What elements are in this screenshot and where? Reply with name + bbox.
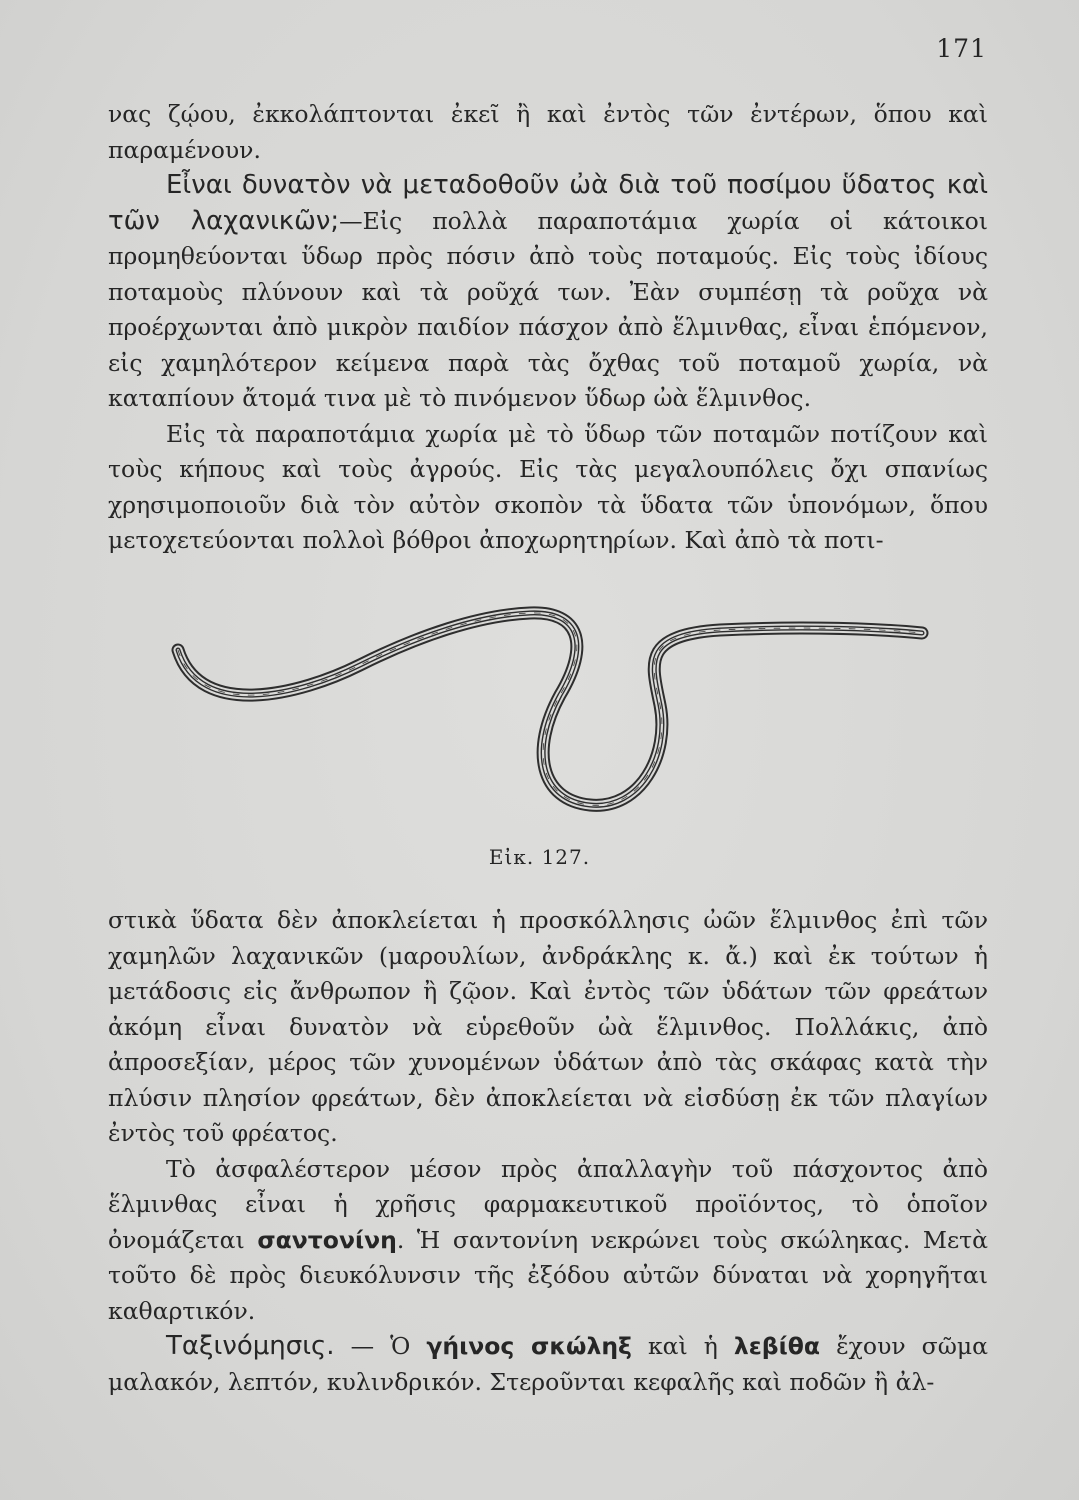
question-answer: —Εἰς πολλὰ παραποτάμια χωρία οἱ κάτοικοι προμηθεύονται ὕδωρ πρὸς πόσιν ἀπὸ τοὺς ποταμούς. Εἰς τοὺς ἰδίους ποταμοὺς πλύνουν καὶ τὰ ροῦχά των. Ἐὰν συμπέσῃ τὰ ροῦχα νὰ προέρχωνται ἀπὸ μικρὸν παιδίον πάσχον ἀπὸ ἕλμινθας, εἶναι ἑπόμενον, εἰς χαμηλότερον κείμενα παρὰ τὰς ὄχθας τοῦ ποταμοῦ χωρία, νὰ καταπίουν ἄτομά τινα μὲ τὸ πινόμενον ὕδωρ ὠὰ ἕλμινθος.: [108, 206, 988, 412]
page-number: 171: [936, 34, 987, 63]
paragraph-treatment: [108, 1152, 988, 1330]
paragraph-irrigation: Εἰς τὰ παραποτάμια χωρία μὲ τὸ ὕδωρ τῶν ποταμῶν ποτίζουν καὶ τοὺς κήπους καὶ τοὺς ἀγρούς. Εἰς τὰς μεγαλουπόλεις ὄχι σπανίως χρησιμοποιοῦν διὰ τὸν αὐτὸν σκοπὸν τὰ ὕδατα τῶν ὑπονόμων, ὅπου μετοχετεύονται πολλοὶ βόθροι ἀποχωρητηρίων. Καὶ ἀπὸ τὰ ποτι-: [108, 419, 988, 554]
paragraph-question: [108, 168, 988, 417]
classification-dash: —: [334, 1332, 391, 1360]
classification-text: ἔχουν σῶμα μαλακόν, λεπτόν, κυλινδρικόν. Στεροῦνται κεφαλῆς καὶ ποδῶν ἢ ἀλ-: [108, 1332, 988, 1396]
paragraph-classification: [108, 1329, 988, 1400]
term-earthworm: γήινος σκώληξ: [426, 1332, 632, 1360]
treatment-text-rest: . Ἡ σαντονίνη νεκρώνει τοὺς σκώληκας. Μετὰ τοῦτο δὲ πρὸς διευκόλυνσιν τῆς ἐξόδου αὐτῶν δύναται νὰ χορηγῆται καθαρτικόν.: [108, 1225, 988, 1325]
text-block-top: [108, 97, 988, 559]
roundworm-illustration-icon: [160, 585, 940, 830]
paragraph-vegetables: στικὰ ὕδατα δὲν ἀποκλείεται ἡ προσκόλλησις ὠῶν ἕλμινθος ἐπὶ τῶν χαμηλῶν λαχανικῶν (μαρουλίων, ἀνδράκλης κ. ἄ.) καὶ ἐκ τούτων ἡ μετάδοσις εἰς ἄνθρωπον ἢ ζῷον. Καὶ ἐντὸς τῶν ὑδάτων τῶν φρεάτων ἀκόμη εἶναι δυνατὸν νὰ εὑρεθοῦν ὠὰ ἕλμινθος. Πολλάκις, ἀπὸ ἀπροσεξίαν, μέρος τῶν χυνομένων ὑδάτων ἀπὸ τὰς σκάφας κατὰ τὴν πλύσιν πλησίον φρεάτων, δὲν ἀποκλείεται νὰ εἰσδύσῃ ἐκ τῶν πλαγίων ἐντὸς τοῦ φρέατος.: [108, 906, 988, 1147]
paragraph-continuation: νας ζῴου, ἐκκολάπτονται ἐκεῖ ἢ καὶ ἐντὸς τῶν ἐντέρων, ὅπου καὶ παραμένουν.: [108, 100, 988, 164]
classification-article: Ὁ: [390, 1332, 427, 1360]
term-santonin: σαντονίνη: [257, 1225, 397, 1254]
figure-caption: Εἰκ. 127.: [488, 845, 591, 869]
question-heading: Εἶναι δυνατὸν νὰ μεταδοθοῦν ὠὰ διὰ τοῦ ποσίμου ὕδατος καὶ τῶν λαχανικῶν;: [108, 170, 988, 236]
classification-heading: Ταξινόμησις.: [166, 1331, 335, 1361]
term-roundworm: λεβίθα: [733, 1332, 821, 1360]
treatment-text: Τὸ ἀσφαλέστερον μέσον πρὸς ἀπαλλαγὴν τοῦ πάσχοντος ἀπὸ ἕλμινθας εἶναι ἡ χρῆσις φαρμακευτικοῦ προϊόντος, τὸ ὁποῖον ὀνομάζεται: [108, 1154, 988, 1254]
text-block-bottom: [108, 903, 988, 1400]
classification-and: καὶ ἡ: [631, 1332, 734, 1360]
